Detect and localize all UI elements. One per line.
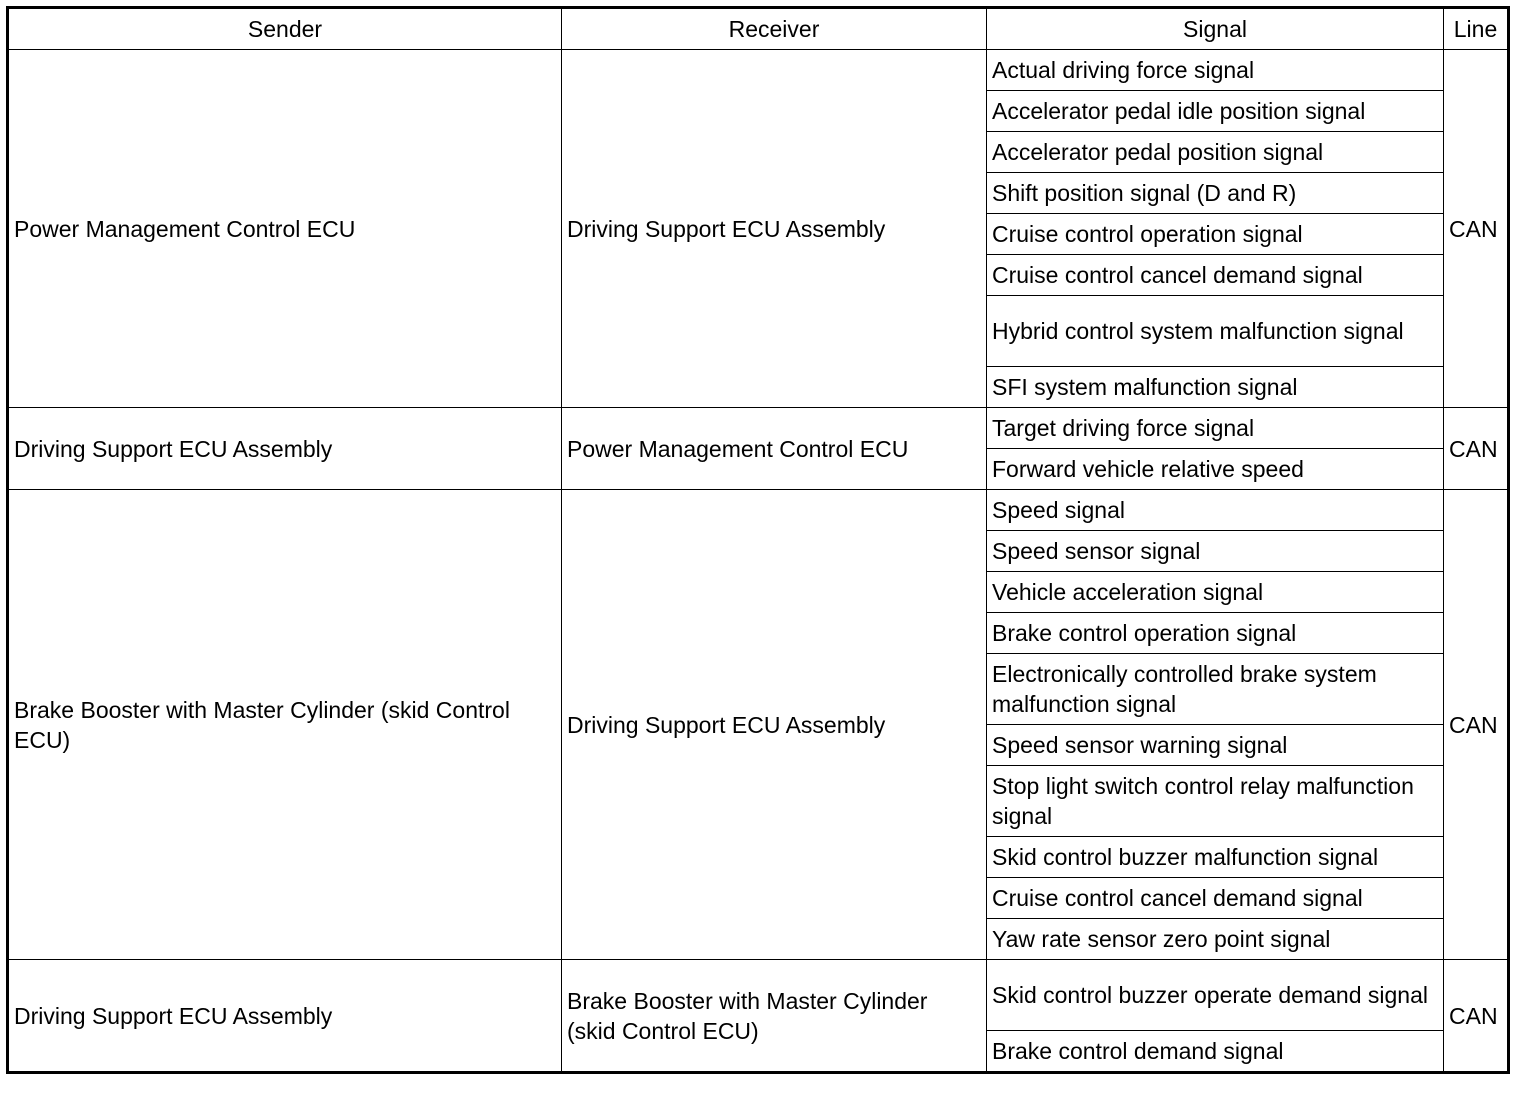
signal-cell: Actual driving force signal — [987, 50, 1444, 91]
signal-cell: Skid control buzzer malfunction signal — [987, 837, 1444, 878]
signal-cell: Speed sensor signal — [987, 531, 1444, 572]
signal-cell: Skid control buzzer operate demand signal — [987, 960, 1444, 1031]
signal-cell: Stop light switch control relay malfunction signal — [987, 766, 1444, 837]
signal-cell: Vehicle acceleration signal — [987, 572, 1444, 613]
sender-cell: Power Management Control ECU — [8, 50, 562, 408]
table-row — [8, 50, 1509, 91]
signal-cell: Electronically controlled brake system malfunction signal — [987, 654, 1444, 725]
sender-cell: Driving Support ECU Assembly — [8, 408, 562, 490]
signal-cell: Accelerator pedal position signal — [987, 132, 1444, 173]
line-cell: CAN — [1444, 960, 1509, 1073]
table-row — [8, 960, 1509, 1031]
header-receiver: Receiver — [562, 8, 987, 50]
signal-cell: Speed sensor warning signal — [987, 725, 1444, 766]
header-sender: Sender — [8, 8, 562, 50]
sender-cell: Brake Booster with Master Cylinder (skid Control ECU) — [8, 490, 562, 960]
receiver-cell: Power Management Control ECU — [562, 408, 987, 490]
line-cell: CAN — [1444, 408, 1509, 490]
signal-cell: SFI system malfunction signal — [987, 367, 1444, 408]
receiver-cell: Driving Support ECU Assembly — [562, 490, 987, 960]
signal-cell: Yaw rate sensor zero point signal — [987, 919, 1444, 960]
header-line: Line — [1444, 8, 1509, 50]
signal-cell: Target driving force signal — [987, 408, 1444, 449]
signal-cell: Speed signal — [987, 490, 1444, 531]
signal-cell: Brake control demand signal — [987, 1031, 1444, 1073]
header-signal: Signal — [987, 8, 1444, 50]
line-cell: CAN — [1444, 490, 1509, 960]
receiver-cell: Driving Support ECU Assembly — [562, 50, 987, 408]
signal-cell: Brake control operation signal — [987, 613, 1444, 654]
signal-cell: Hybrid control system malfunction signal — [987, 296, 1444, 367]
receiver-cell: Brake Booster with Master Cylinder (skid Control ECU) — [562, 960, 987, 1073]
signal-cell: Cruise control cancel demand signal — [987, 878, 1444, 919]
signal-cell: Forward vehicle relative speed — [987, 449, 1444, 490]
table-row — [8, 490, 1509, 531]
signal-cell: Accelerator pedal idle position signal — [987, 91, 1444, 132]
table-row — [8, 408, 1509, 449]
can-signal-table — [6, 6, 1510, 1074]
signal-cell: Cruise control operation signal — [987, 214, 1444, 255]
sender-cell: Driving Support ECU Assembly — [8, 960, 562, 1073]
signal-cell: Cruise control cancel demand signal — [987, 255, 1444, 296]
header-row — [8, 8, 1509, 50]
signal-cell: Shift position signal (D and R) — [987, 173, 1444, 214]
line-cell: CAN — [1444, 50, 1509, 408]
